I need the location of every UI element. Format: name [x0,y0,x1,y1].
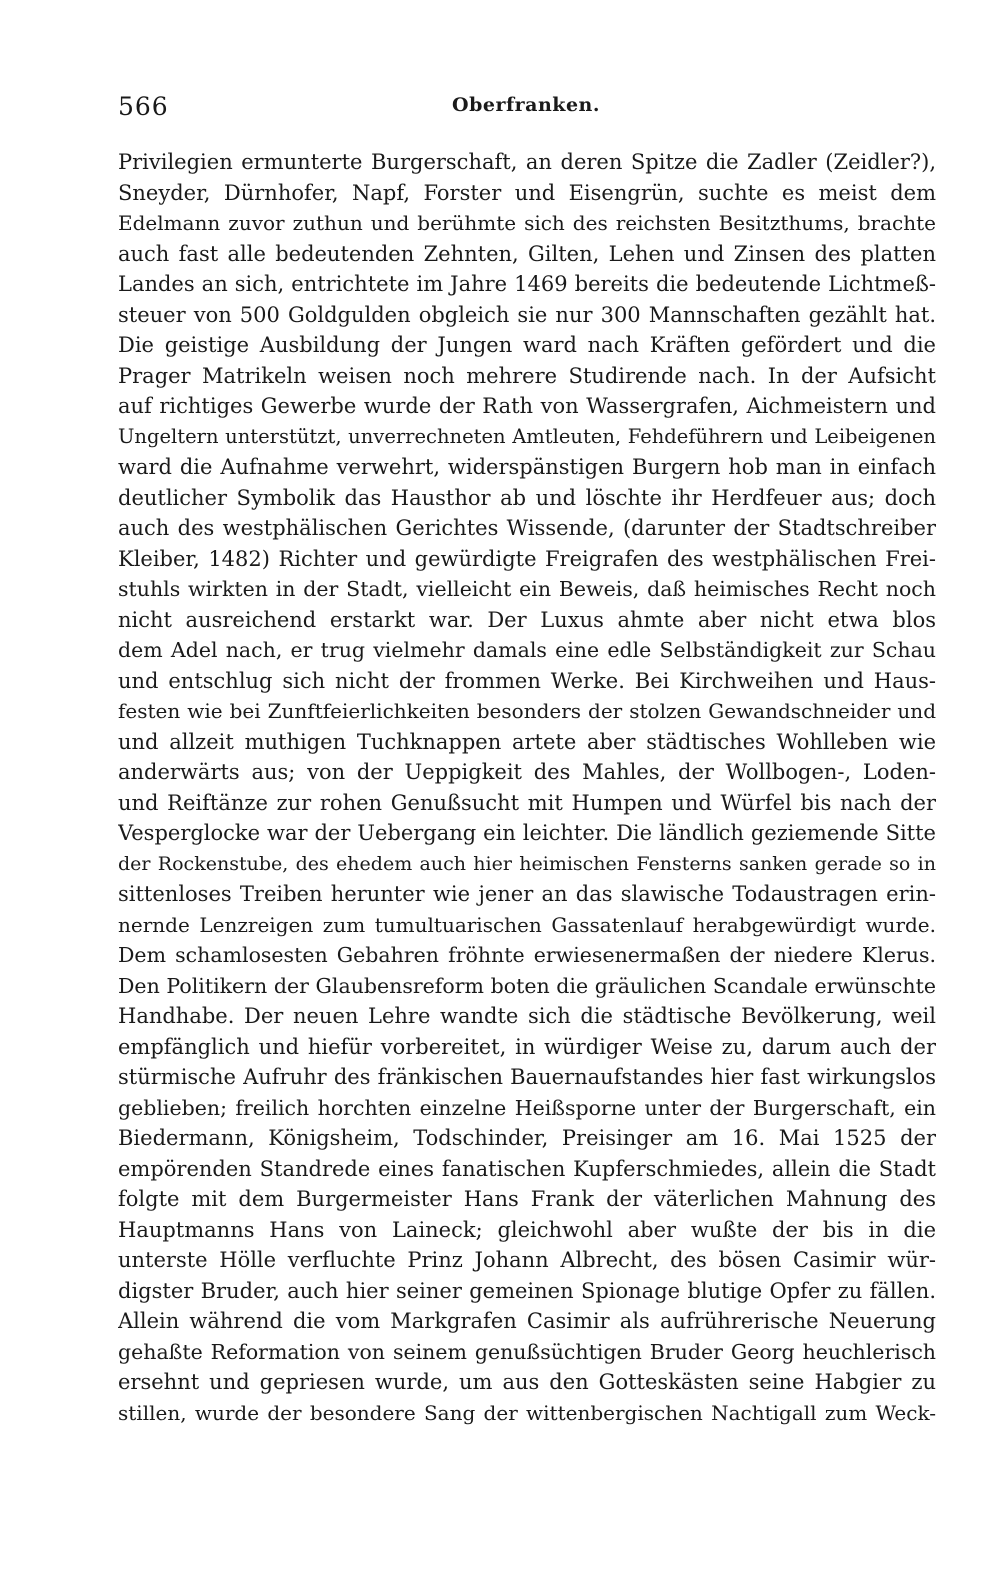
text-line: stürmische Aufruhr des fränkischen Bauernaufstandes hier fast wirkungslos [118,1065,936,1089]
text-line: und entschlug sich nicht der frommen Werke. Bei Kirchweihen und Haus- [118,668,936,693]
text-line: deutlicher Symbolik das Hausthor ab und löschte ihr Herdfeuer aus; doch [118,485,936,510]
text-line: festen wie bei Zunftfeierlichkeiten besonders der stolzen Gewandschneider und [118,699,936,723]
text-line: stuhls wirkten in der Stadt, vielleicht ein Beweis, daß heimisches Recht noch [118,577,936,601]
text-line: Ungeltern unterstützt, unverrechneten Amtleuten, Fehdeführern und Leibeigenen [118,424,936,448]
text-line: sittenloses Treiben herunter wie jener an das slawische Todaustragen erin- [118,882,936,906]
text-line: auch des westphälischen Gerichtes Wissende, (darunter der Stadtschreiber [118,516,936,540]
text-line: geblieben; freilich horchten einzelne Heißsporne unter der Burgerschaft, ein [118,1095,936,1120]
text-line: Kleiber, 1482) Richter und gewürdigte Freigrafen des westphälischen Frei- [118,546,936,571]
text-line: gehaßte Reformation von seinem genußsüchtigen Bruder Georg heuchlerisch [118,1339,936,1364]
text-line: empfänglich und hiefür vorbereitet, in würdiger Weise zu, darum auch der [118,1034,936,1059]
text-line: Die geistige Ausbildung der Jungen ward nach Kräften gefördert und die [118,333,936,357]
text-line: empörenden Standrede eines fanatischen Kupferschmiedes, allein die Stadt [118,1156,936,1181]
text-line: Handhabe. Der neuen Lehre wandte sich die städtische Bevölkerung, weil [118,1004,936,1028]
text-line: stillen, wurde der besondere Sang der wittenbergischen Nachtigall zum Weck- [118,1400,936,1425]
text-line: unterste Hölle verfluchte Prinz Johann Albrecht, des bösen Casimir wür- [118,1248,936,1272]
text-line: Privilegien ermunterte Burgerschaft, an deren Spitze die Zadler (Zeidler?), [118,150,936,174]
text-line: und allzeit muthigen Tuchknappen artete aber städtisches Wohlleben wie [118,729,936,754]
text-line: ersehnt und gepriesen wurde, um aus den Gotteskästen seine Habgier zu [118,1370,936,1394]
text-line: Prager Matrikeln weisen noch mehrere Studirende nach. In der Aufsicht [118,363,936,388]
text-line: dem Adel nach, er trug vielmehr damals eine edle Selbständigkeit zur Schau [118,638,936,662]
body-text [118,147,936,1428]
text-line: digster Bruder, auch hier seiner gemeinen Spionage blutige Opfer zu fällen. [118,1278,936,1303]
text-line: Vesperglocke war der Uebergang ein leichter. Die ländlich geziemende Sitte [118,821,936,845]
page-header [118,92,934,132]
text-line: auf richtiges Gewerbe wurde der Rath von Wassergrafen, Aichmeistern und [118,394,936,418]
running-head: Oberfranken. [452,94,600,116]
page-number: 566 [118,92,169,121]
text-line: Allein während die vom Markgrafen Casimir als aufrührerische Neuerung [118,1309,936,1333]
text-line: Landes an sich, entrichtete im Jahre 1469 bereits die bedeutende Lichtmeß- [118,272,936,296]
text-line: Edelmann zuvor zuthun und berühmte sich des reichsten Besitzthums, brachte [118,211,936,235]
text-line: folgte mit dem Burgermeister Hans Frank der väterlichen Mahnung des [118,1187,936,1211]
text-line: ward die Aufnahme verwehrt, widerspänstigen Burgern hob man in einfach [118,455,936,479]
text-line: anderwärts aus; von der Ueppigkeit des Mahles, der Wollbogen-, Loden- [118,760,936,784]
text-line: auch fast alle bedeutenden Zehnten, Gilten, Lehen und Zinsen des platten [118,241,936,266]
text-line: nernde Lenzreigen zum tumultuarischen Gassatenlauf herabgewürdigt wurde. [118,912,936,937]
text-line: Den Politikern der Glaubensreform boten die gräulichen Scandale erwünschte [118,973,936,998]
text-line: Sneyder, Dürnhofer, Napf, Forster und Eisengrün, suchte es meist dem [118,180,936,205]
text-line: Dem schamlosesten Gebahren fröhnte erwiesenermaßen der niedere Klerus. [118,943,936,967]
text-line: der Rockenstube, des ehedem auch hier heimischen Fensterns sanken gerade so in [118,852,936,875]
text-line: steuer von 500 Goldgulden obgleich sie nur 300 Mannschaften gezählt hat. [118,302,936,327]
text-line: nicht ausreichend erstarkt war. Der Luxus ahmte aber nicht etwa blos [118,607,936,632]
text-line: Hauptmanns Hans von Laineck; gleichwohl aber wußte der bis in die [118,1217,936,1242]
text-line: Biedermann, Königsheim, Todschinder, Preisinger am 16. Mai 1525 der [118,1126,936,1150]
text-line: und Reiftänze zur rohen Genußsucht mit Humpen und Würfel bis nach der [118,790,936,815]
